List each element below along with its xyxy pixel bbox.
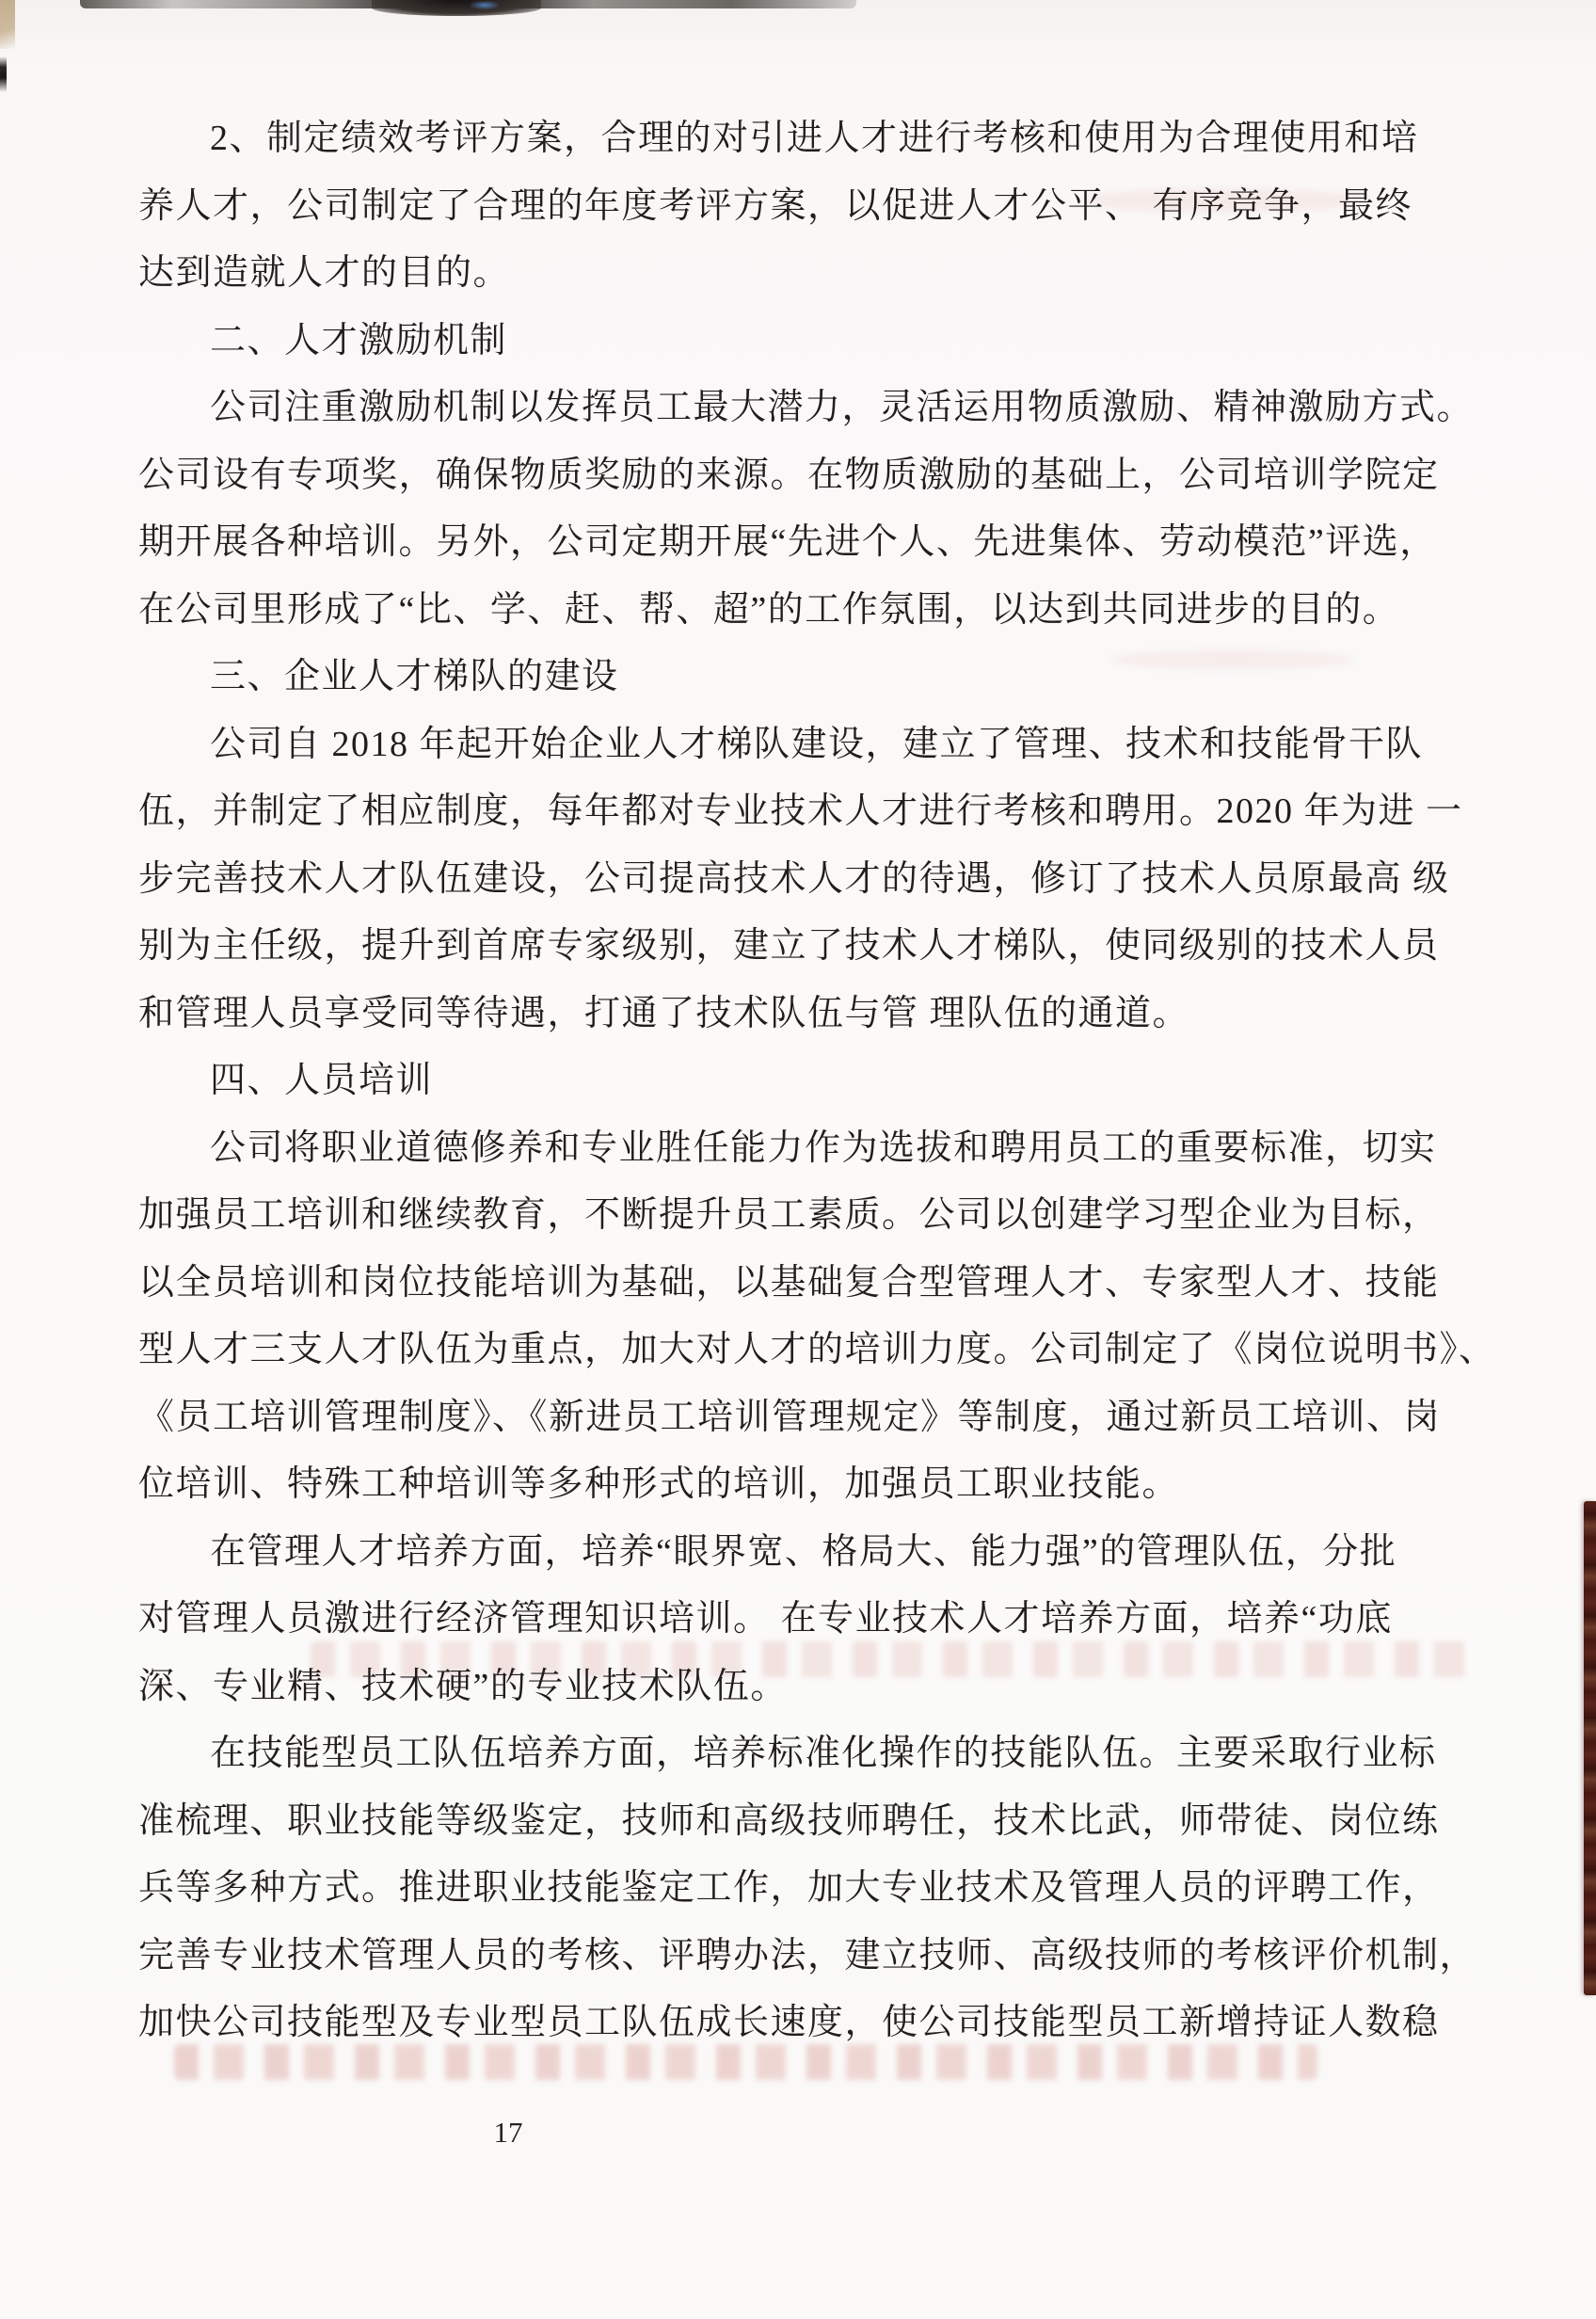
- text-line: 完善专业技术管理人员的考核、评聘办法，建立技师、高级技师的考核评价机制，: [138, 1935, 1477, 1975]
- section-heading: 二、人才激励机制: [210, 320, 508, 360]
- text-line: 养人才，公司制定了合理的年度考评方案，以促进人才公平、 有序竞争，最终: [138, 185, 1413, 226]
- text-line: 伍，并制定了相应制度，每年都对专业技术人才进行考核和聘用。2020 年为进 一: [138, 792, 1463, 831]
- text-line: 型人才三支人才队伍为重点，加大对人才的培训力度。公司制定了《岗位说明书》、: [138, 1330, 1496, 1369]
- text-line: 公司设有专项奖，确保物质奖励的来源。在物质激励的基础上，公司培训学院定: [138, 455, 1440, 495]
- text-line: 在管理人才培养方面，培养“眼界宽、格局大、能力强”的管理队伍，分批: [210, 1531, 1397, 1572]
- text-line: 《员工培训管理制度》、《新进员工培训管理规定》等制度，通过新员工培训、岗: [138, 1397, 1442, 1437]
- text-line: 对管理人员激进行经济管理知识培训。 在专业技术人才培养方面，培养“功底: [138, 1599, 1393, 1639]
- text-line: 期开展各种培训。另外，公司定期开展“先进个人、先进集体、劳动模范”评选，: [138, 522, 1437, 562]
- document-body: [138, 105, 1496, 2057]
- text-line: 在技能型员工队伍培养方面，培养标准化操作的技能队伍。主要采取行业标: [210, 1734, 1437, 1773]
- text-line: 加快公司技能型及专业型员工队伍成长速度，使公司技能型员工新增持证人数稳: [138, 2003, 1440, 2042]
- section-heading: 四、人员培训: [210, 1061, 434, 1100]
- text-line: 2、制定绩效考评方案，合理的对引进人才进行考核和使用为合理使用和培: [210, 119, 1419, 158]
- text-line: 公司注重激励机制以发挥员工最大潜力，灵活运用物质激励、精神激励方式。: [210, 388, 1475, 427]
- text-line: 公司将职业道德修养和专业胜任能力作为选拔和聘用员工的重要标准，切实: [210, 1128, 1437, 1168]
- text-line: 以全员培训和岗位技能培训为基础，以基础复合型管理人才、专家型人才、技能: [138, 1262, 1440, 1303]
- top-edge-ink-blob-artifact: [372, 0, 541, 16]
- text-line: 准梳理、职业技能等级鉴定，技师和高级技师聘任，技术比武，师带徒、岗位练: [138, 1800, 1440, 1841]
- top-edge-blue-fleck-artifact: [471, 1, 499, 9]
- text-line: 加强员工培训和继续教育，不断提升员工素质。公司以创建学习型企业为目标，: [138, 1195, 1440, 1235]
- text-line: 深、专业精、技术硬”的专业技术队伍。: [138, 1666, 788, 1706]
- text-line: 在公司里形成了“比、学、赶、帮、超”的工作氛围，以达到共同进步的目的。: [138, 589, 1400, 630]
- text-line: 步完善技术人才队伍建设，公司提高技术人才的待遇，修订了技术人员原最高 级: [138, 858, 1450, 899]
- left-edge-ink-mark-artifact: [0, 56, 7, 92]
- section-heading: 三、企业人才梯队的建设: [210, 657, 619, 696]
- text-line: 公司自 2018 年起开始企业人才梯队建设，建立了管理、技术和技能骨干队: [210, 724, 1424, 764]
- text-line: 和管理人员享受同等待遇，打通了技术队伍与管 理队伍的通道。: [138, 993, 1190, 1033]
- top-left-corner-backing-artifact: [0, 0, 15, 49]
- right-edge-binding-strip-artifact: [1584, 1501, 1596, 1995]
- text-line: 位培训、特殊工种培训等多种形式的培训，加强员工职业技能。: [138, 1464, 1180, 1504]
- text-line: 别为主任级，提升到首席专家级别，建立了技术人才梯队，使同级别的技术人员: [138, 926, 1440, 966]
- text-line: 兵等多种方式。推进职业技能鉴定工作，加大专业技术及管理人员的评聘工作，: [138, 1868, 1440, 1908]
- page-number: 17: [493, 2116, 523, 2149]
- text-line: 达到造就人才的目的。: [138, 253, 511, 293]
